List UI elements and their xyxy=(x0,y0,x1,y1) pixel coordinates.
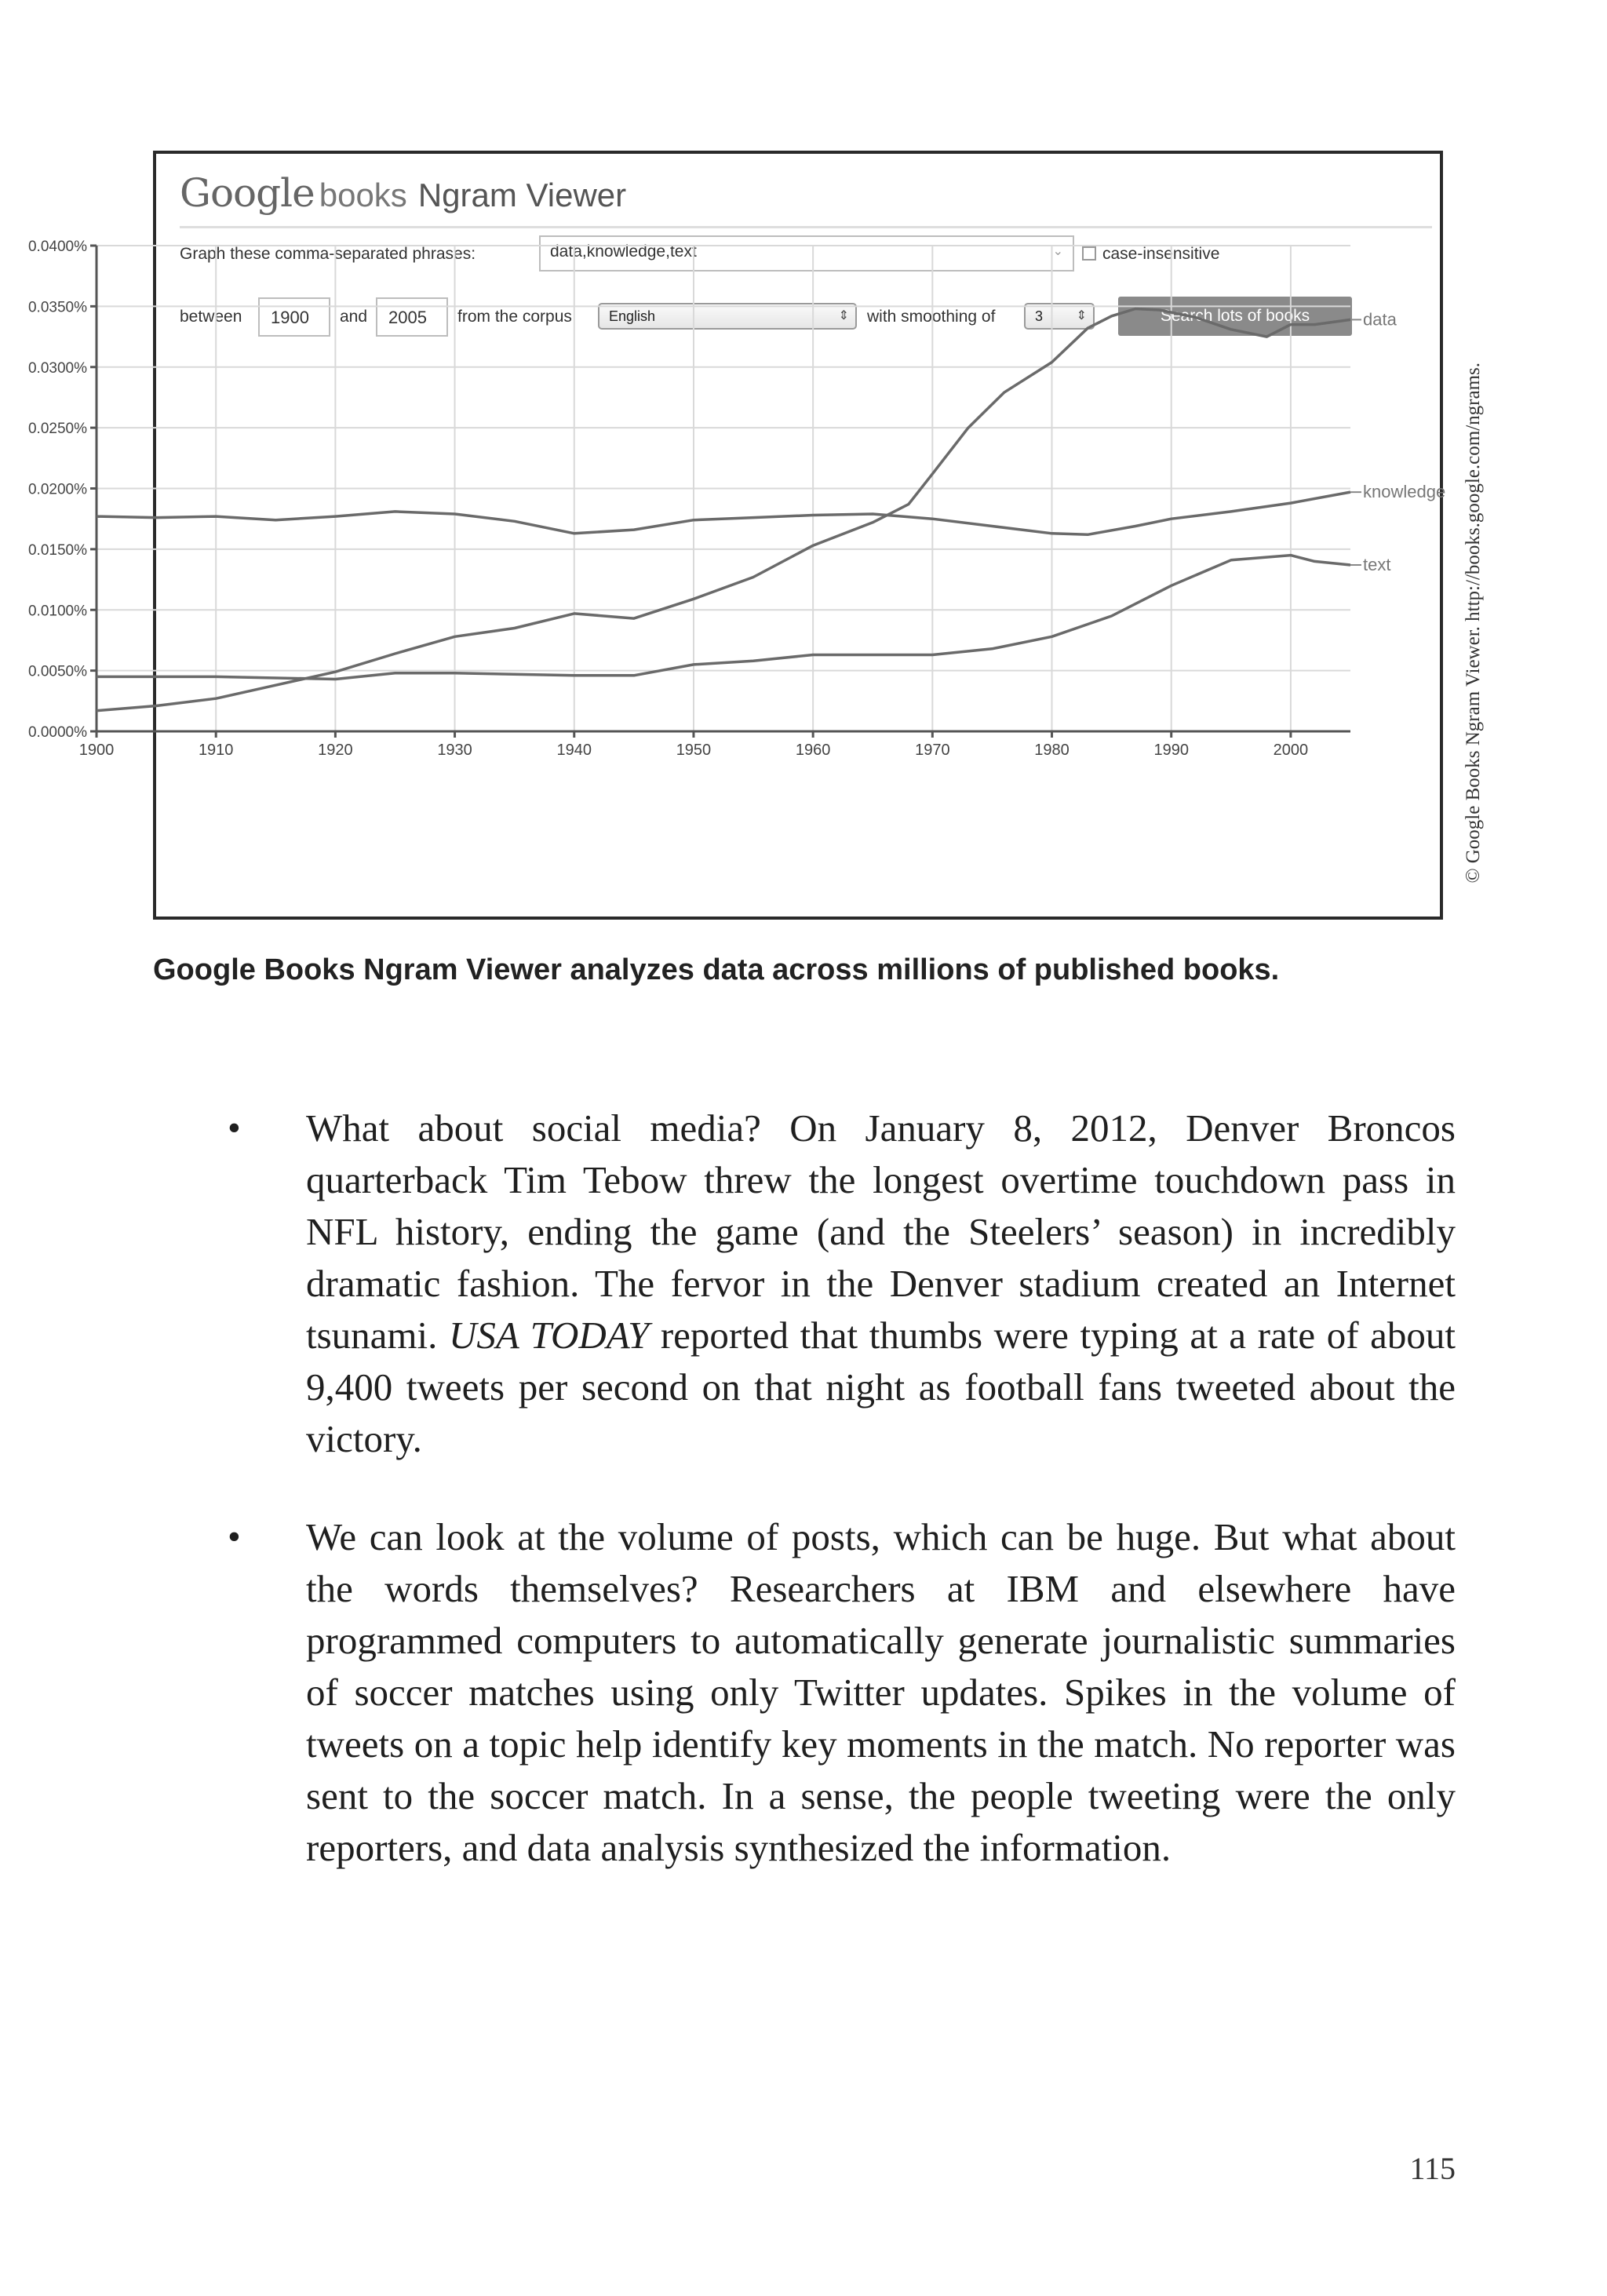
y-tick-label: 0.0400% xyxy=(27,239,87,255)
corpus-label: from the corpus xyxy=(457,308,572,326)
case-insensitive-label: case-insensitive xyxy=(1102,245,1220,263)
series-label-knowledge: knowledge xyxy=(1363,482,1446,502)
series-label-data: data xyxy=(1363,309,1397,330)
y-tick-label: 0.0100% xyxy=(27,603,87,620)
bullet-text xyxy=(306,1102,1456,1465)
logo-ngram-viewer: Ngram Viewer xyxy=(417,177,627,213)
text-run: We can look at the volume of posts, which can be huge. But what about the words themselves? Researchers at IBM and elsewhere have programmed computers to automatically generate journalistic summaries of soccer matches using only Twitter updates. Spikes in the volume of tweets on a topic help identify key moments in the match. No reporter was sent to the soccer match. In a sense, the people tweeting were the only reporters, and data analysis synthesized the information. xyxy=(306,1515,1456,1869)
x-tick-label: 1920 xyxy=(318,742,353,759)
corpus-value: English xyxy=(609,308,656,324)
page-number: 115 xyxy=(1409,2151,1456,2186)
x-tick-label: 1940 xyxy=(556,742,592,759)
between-label: between xyxy=(180,308,242,326)
y-tick-label: 0.0000% xyxy=(27,724,87,741)
x-tick-label: 1910 xyxy=(198,742,234,759)
phrases-dropdown-icon[interactable]: ⌄ xyxy=(1052,245,1063,258)
bullet-text xyxy=(306,1511,1456,1874)
select-arrows-icon: ⇕ xyxy=(838,309,849,323)
smoothing-value: 3 xyxy=(1035,308,1044,324)
x-tick-label: 1990 xyxy=(1153,742,1189,759)
figure-caption: Google Books Ngram Viewer analyzes data across millions of published books. xyxy=(153,953,1280,986)
italic-text: USA TODAY xyxy=(449,1314,650,1357)
y-tick-label: 0.0200% xyxy=(27,481,87,498)
x-tick-label: 1980 xyxy=(1034,742,1070,759)
series-line-knowledge xyxy=(97,492,1350,534)
end-year-input[interactable]: 2005 xyxy=(376,297,448,337)
ngram-viewer-screenshot xyxy=(27,151,1446,920)
phrases-value: data,knowledge,text xyxy=(550,242,697,261)
bullet-item xyxy=(228,1511,1456,1874)
y-tick-label: 0.0150% xyxy=(27,541,87,559)
bullet-marker: • xyxy=(228,1107,241,1149)
search-books-button[interactable]: Search lots of books xyxy=(1118,297,1352,336)
bullet-marker: • xyxy=(228,1516,241,1558)
logo-books: books xyxy=(319,177,407,213)
select-arrows-icon: ⇕ xyxy=(1076,309,1087,323)
x-tick-label: 1900 xyxy=(78,742,115,759)
series-line-data xyxy=(97,309,1350,711)
bullet-list xyxy=(228,1102,1456,1920)
y-tick-label: 0.0050% xyxy=(27,663,87,680)
y-tick-label: 0.0250% xyxy=(27,421,87,438)
start-year-input[interactable]: 1900 xyxy=(258,297,330,337)
ngram-line-chart xyxy=(27,154,1446,917)
series-label-text: text xyxy=(1363,554,1391,574)
and-label: and xyxy=(340,308,368,326)
smoothing-period: . xyxy=(1099,308,1104,326)
x-tick-label: 1930 xyxy=(437,742,472,759)
logo-google: Google xyxy=(180,170,315,216)
text-run: reported that thumbs were typing at a rate of about 9,400 tweets per second on that night as football fans tweeted about the victory. xyxy=(306,1314,1456,1460)
y-tick-label: 0.0300% xyxy=(27,359,87,377)
text-run: What about social media? On January 8, 2012, Denver Broncos quarterback Tim Tebow threw the longest overtime touchdown pass in NFL history, ending the game (and the Steelers’ season) in incredibly dramatic fashion. The fervor in the Denver stadium created an Internet tsunami. xyxy=(306,1106,1456,1357)
x-tick-label: 1970 xyxy=(915,742,950,759)
bullet-item xyxy=(228,1102,1456,1465)
smoothing-label: with smoothing of xyxy=(867,308,996,326)
image-credit: © Google Books Ngram Viewer. http://books.google.com/ngrams. xyxy=(1463,363,1484,884)
x-tick-label: 1960 xyxy=(795,742,831,759)
x-tick-label: 1950 xyxy=(676,742,712,759)
phrases-label: Graph these comma-separated phrases: xyxy=(180,245,476,263)
series-line-text xyxy=(97,556,1350,680)
x-tick-label: 2000 xyxy=(1273,742,1309,759)
y-tick-label: 0.0350% xyxy=(27,299,87,316)
